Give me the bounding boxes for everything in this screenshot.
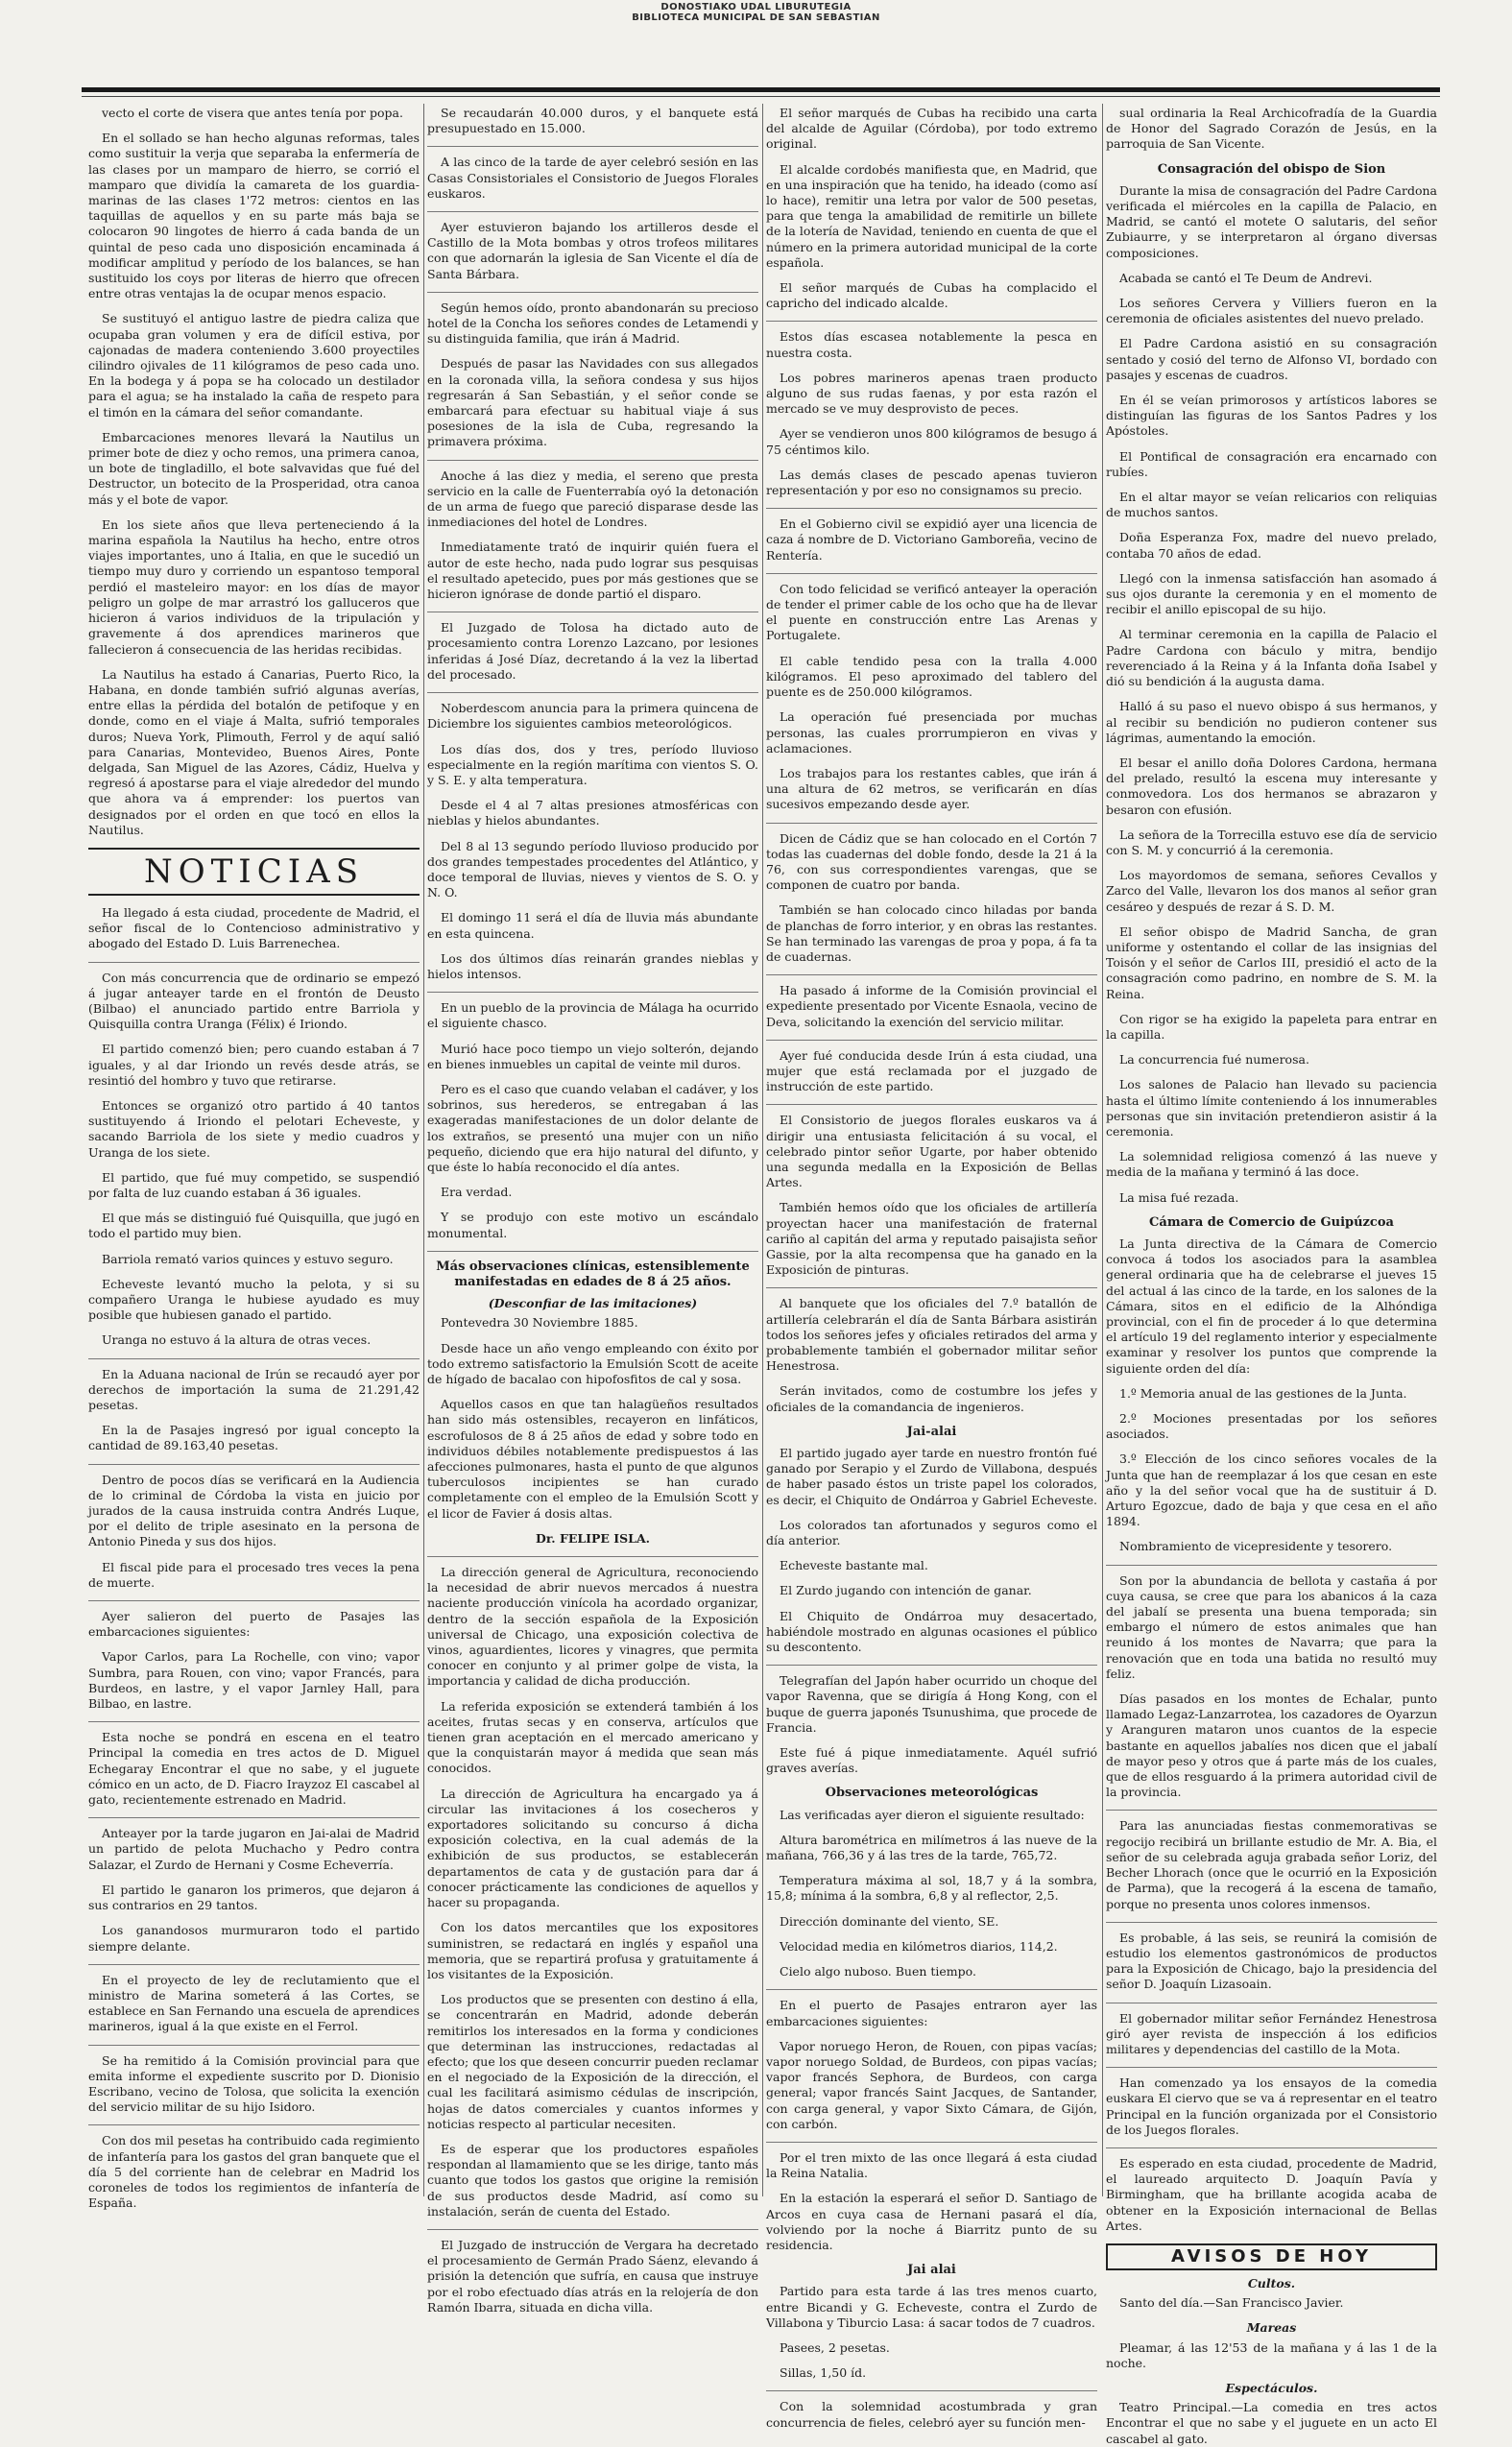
separator — [88, 1721, 420, 1722]
news-item: El Padre Cardona asistió en su consagración sentado y cosió del terno de Alfonso VI, bordado con pasajes y escenas de cuadros. — [1106, 336, 1437, 382]
news-item: La concurrencia fué numerosa. — [1119, 1052, 1309, 1068]
separator — [766, 2390, 1097, 2391]
news-item: Dicen de Cádiz que se han colocado en el Cortón 7 todas las cuadernas del doble fondo, desde la 21 á la 76, con sus correspondientes varengas, que se componen de cuatro por banda. — [766, 830, 1097, 893]
news-item: Es esperado en esta ciudad, procedente de Madrid, el laureado arquitecto D. Joaquín Pavía y Birmingham, que ha brillante acogida acaba de obtener en la Exposición internacional de Bellas Artes. — [1106, 2155, 1437, 2233]
separator — [427, 1556, 758, 1557]
news-item: Los dos últimos días reinarán grandes nieblas y hielos intensos. — [427, 950, 758, 981]
separator — [766, 1040, 1097, 1041]
news-item: Ayer salieron del puerto de Pasajes las embarcaciones siguientes: — [88, 1609, 420, 1640]
news-item: 2.º Mociones presentadas por los señores asociados. — [1106, 1411, 1437, 1442]
news-item: El besar el anillo doña Dolores Cardona, hermana del prelado, resultó la escena muy interesante y conmovedora. Los dos hermanos se abrazaron y besaron con efusión. — [1106, 755, 1437, 817]
news-item: Desde el 4 al 7 altas presiones atmosféricas con nieblas y hielos abundantes. — [427, 798, 758, 828]
news-item: El que más se distinguió fué Quisquilla, que jugó en todo el partido muy bien. — [88, 1211, 420, 1241]
separator — [1106, 2067, 1437, 2068]
news-item: El domingo 11 será el día de lluvia más abundante en esta quincena. — [427, 910, 758, 941]
advert-paragraph: Aquellos casos en que tan halagüeños resultados han sido más ostensibles, recayeron en linfáticos, escrofulosos de 8 á 25 años de edad y sobre todo en individuos débiles notablemente predispuestos á las afecciones pulmonares, hasta el punto de que algunos tuberculosos incipientes se han curado completamente con el empleo de la Emulsión Scott y el licor de Favier á dosis altas. — [427, 1397, 758, 1521]
separator — [766, 508, 1097, 509]
news-item: Doña Esperanza Fox, madre del nuevo prelado, contaba 70 años de edad. — [1106, 530, 1437, 561]
subheading-mareas: Mareas — [1246, 2320, 1297, 2336]
separator — [427, 692, 758, 693]
news-item: Del 8 al 13 segundo período lluvioso producido por dos grandes tempestades procedentes del Atlántico, y doce temporal de lluvias, nieves y vientos de S. O. y N. O. — [427, 838, 758, 900]
news-item: El Zurdo jugando con intención de ganar. — [780, 1583, 1032, 1598]
news-item: Al banquete que los oficiales del 7.º batallón de artillería celebrarán el día de Santa Bárbara asistirán todos los señores jefes y oficiales retirados del arma y probablemente también el gobernador militar señor Henestrosa. — [766, 1296, 1097, 1374]
news-item: El fiscal pide para el procesado tres veces la pena de muerte. — [88, 1559, 420, 1590]
column-divider — [1102, 104, 1103, 2196]
advert-signature: Dr. FELIPE ISLA. — [535, 1530, 650, 1546]
separator — [766, 1989, 1097, 1990]
news-item: Llegó con la inmensa satisfacción han asomado á sus ojos durante la ceremonia y en el momento de recibir el anillo episcopal de su hijo. — [1106, 570, 1437, 617]
separator — [766, 2142, 1097, 2143]
news-item: Teatro Principal.—La comedia en tres actos Encontrar el que no sabe y el juguete en un acto El cascabel al gato. — [1106, 2400, 1437, 2446]
article-paragraph: Embarcaciones menores llevará la Nautilus un primer bote de diez y ocho remos, una primera canoa, un bote de tingladillo, el bote salvavidas que fué del Destructor, un botecito de la Prosperidad, otra canoa más y el bote de vapor. — [88, 429, 420, 507]
news-item: En la Aduana nacional de Irún se recaudó ayer por derechos de importación la suma de 21.291,42 pesetas. — [88, 1366, 420, 1413]
news-item: Dentro de pocos días se verificará en la Audiencia de lo criminal de Córdoba la vista en juicio por jurados de la causa instruida contra Andrés Luque, por el delito de triple asesinato en la persona de Antonio Pineda y sus dos hijos. — [88, 1472, 420, 1549]
news-item: Murió hace poco tiempo un viejo solterón, dejando en bienes inmuebles un capital de veinte mil duros. — [427, 1041, 758, 1071]
news-item: Anoche á las diez y media, el sereno que presta servicio en la calle de Fuenterrabía oyó la detonación de un arma de fuego que pareció disparase desde las inmediaciones del hotel de Londres. — [427, 468, 758, 530]
separator — [427, 2229, 758, 2230]
separator — [88, 1600, 420, 1601]
news-item: Ayer fué conducida desde Irún á esta ciudad, una mujer que está reclamada por el juzgado de instrucción de este partido. — [766, 1047, 1097, 1094]
separator — [1106, 1922, 1437, 1923]
news-item: Ayer estuvieron bajando los artilleros desde el Castillo de la Mota bombas y otros trofeos militares con que adornarán la iglesia de San Vicente el día de Santa Bárbara. — [427, 220, 758, 281]
news-item: Altura barométrica en milímetros á las nueve de la mañana, 766,36 y á las tres de la tarde, 765,72. — [766, 1832, 1097, 1863]
column-1 — [88, 106, 420, 2211]
news-item: Los señores Cervera y Villiers fueron en la ceremonia de oficiales asistentes del nuevo prelado. — [1106, 296, 1437, 326]
news-item: El señor obispo de Madrid Sancha, de gran uniforme y ostentando el collar de las insignias del Toisón y el señor de Carlos III, presidió el acto de la consagración como padrino, en nombre de S. M. la Reina. — [1106, 924, 1437, 1001]
news-item: Con todo felicidad se verificó anteayer la operación de tender el primer cable de los ocho que ha de llevar el puente en construcción entre Las Arenas y Portugalete. — [766, 581, 1097, 643]
subheading-cultos: Cultos. — [1247, 2275, 1296, 2291]
separator — [427, 460, 758, 461]
article-paragraph: La Nautilus ha estado á Canarias, Puerto Rico, la Habana, en donde también sufrió algunas averías, entre ellas la pérdida del botalón de petifoque y en donde, como en el viaje á Malta, sufrió temporales duros; Nueva York, Plimouth, Ferrol y de aquí salió para Canarias, Montevideo, Buenos Aires, Ponte delgada, San Miguel de las Azores, Cádiz, Huelva y regresó á apostarse para el viaje alrededor del mundo que ahora va á emprender: los puertos van designados por el orden en que tocó en ellos la Nautilus. — [88, 666, 420, 837]
separator — [766, 1104, 1097, 1105]
article-paragraph: Se sustituyó el antiguo lastre de piedra caliza que ocupaba gran volumen y era de difícil estiva, por cajonadas de madera conteniendo 3.600 proyectiles cilindro ojivales de 11 kilógramos de peso cada uno. En la bodega y á popa se ha colocado un destilador para el agua; se ha instalado la caña de respeto para el timón en la cámara del señor comandante. — [88, 311, 420, 420]
news-item: Después de pasar las Navidades con sus allegados en la coronada villa, la señora condesa y sus hijos regresarán á San Sebastián, y el señor conde se embarcará para efectuar su habitual viaje á sus posesiones de la isla de Cuba, regresando la primavera próxima. — [427, 356, 758, 449]
news-item: Partido para esta tarde á las tres menos cuarto, entre Bicandi y G. Echeveste, contra el Zurdo de Villabona y Tiburcio Lasa: á sacar todos de 7 cuadros. — [766, 2284, 1097, 2330]
news-item: En el proyecto de ley de reclutamiento que el ministro de Marina someterá á las Cortes, se establece en San Fernando una escuela de aprendices marineros, igual á la que existe en el Ferrol. — [88, 1972, 420, 2034]
news-item: La dirección de Agricultura ha encargado ya á circular las invitaciones á los cosecheros y exportadores solicitando su concurso á dicha exposición colectiva, en la cual además de la exhibición de sus productos, se establecerán departamentos de cata y de gustación para dar á conocer prácticamente las condiciones de aquellos y hacer su propaganda. — [427, 1786, 758, 1910]
news-item: Echeveste levantó mucho la pelota, y si su compañero Uranga le hubiese ayudado es muy posible que hubiesen ganado el partido. — [88, 1276, 420, 1323]
news-item: La operación fué presenciada por muchas personas, las cuales prorrumpieron en vivas y aclamaciones. — [766, 709, 1097, 756]
news-item: Ha llegado á esta ciudad, procedente de Madrid, el señor fiscal de lo Contencioso administrativo y abogado del Estado D. Luis Barrenechea. — [88, 904, 420, 951]
news-item: En la de Pasajes ingresó por igual concepto la cantidad de 89.163,40 pesetas. — [88, 1423, 420, 1453]
news-item: Esta noche se pondrá en escena en el teatro Principal la comedia en tres actos de D. Miguel Echegaray Encontrar el que no sabe, y el juguete cómico en un acto, de D. Fiacro Irayzoz El cascabel al gato, recientemente estrenado en Madrid. — [88, 1730, 420, 1808]
separator — [88, 2124, 420, 2125]
column-3 — [766, 106, 1097, 2430]
news-item: El partido le ganaron los primeros, que dejaron á sus contrarios en 29 tantos. — [88, 1882, 420, 1913]
news-item: Con rigor se ha exigido la papeleta para entrar en la capilla. — [1106, 1011, 1437, 1042]
news-item: Es probable, á las seis, se reunirá la comisión de estudio los elementos gastronómicos de productos para la Exposición de Chicago, bajo la presidencia del señor D. Joaquín Lizasoain. — [1106, 1930, 1437, 1992]
news-item: Se ha remitido á la Comisión provincial para que emita informe el expediente suscrito por D. Dionisio Escribano, vecino de Tolosa, que solicita la exención del servicio militar de su hijo Isidoro. — [88, 2052, 420, 2115]
separator — [88, 2045, 420, 2046]
separator — [1106, 1810, 1437, 1811]
news-item: En la estación la esperará el señor D. Santiago de Arcos en cuya casa de Hernani pasará el día, volviendo por la noche á Biarritz punto de su residencia. — [766, 2191, 1097, 2252]
news-item: Con los datos mercantiles que los expositores suministren, se redactará en inglés y español una memoria, que se repartirá profusa y gratuitamente á los visitantes de la Exposición. — [427, 1920, 758, 1981]
news-item: El partido comenzó bien; pero cuando estaban á 7 iguales, y al dar Iriondo un revés desde atrás, se resintió del hombro y tuvo que retirarse. — [88, 1042, 420, 1088]
news-item: El Consistorio de juegos florales euskaros va á dirigir una entusiasta felicitación á su vocal, el celebrado pintor señor Ugarte, por haber obtenido una segunda medalla en la Exposición de Bellas Artes. — [766, 1113, 1097, 1190]
news-item: También se han colocado cinco hiladas por banda de planchas de forro interior, y en obras las restantes. Se han terminado las varengas de proa y popa, á fa ta de cuadernas. — [766, 902, 1097, 964]
news-item: Echeveste bastante mal. — [780, 1558, 928, 1573]
news-item: En él se veían primorosos y artísticos labores se distinguían las figuras de los Santos Padres y los Apóstoles. — [1106, 393, 1437, 439]
news-item: Vapor noruego Heron, de Rouen, con pipas vacías; vapor noruego Soldad, de Burdeos, con pipas vacías; vapor francés Sephora, de Burdeos, con carga general; vapor francés Saint Jacques, de Santander, con carga general, y vapor Sixto Cámara, de Gijón, con carbón. — [766, 2038, 1097, 2131]
news-item: En el Gobierno civil se expidió ayer una licencia de caza á nombre de D. Victoriano Gamboreña, vecino de Rentería. — [766, 516, 1097, 563]
news-item: Era verdad. — [441, 1185, 513, 1200]
subheading-espectaculos: Espectáculos. — [1225, 2380, 1318, 2395]
news-item: La Junta directiva de la Cámara de Comercio convoca á todos los asociados para la asamblea general ordinaria que ha de celebrarse el jueves 15 del actual á las cinco de la tarde, en los salones de la Cámara, sitos en el edificio de la Alhóndiga provincial, con el fin de proceder á lo que determina el artículo 19 del reglamento interior y especialmente examinar y resolver los puntos que comprende la siguiente orden del día: — [1106, 1235, 1437, 1376]
news-item: El Pontifical de consagración era encarnado con rubíes. — [1106, 448, 1437, 479]
news-item: sual ordinaria la Real Archicofradía de la Guardia de Honor del Sagrado Corazón de Jesús, en la parroquia de San Vicente. — [1106, 106, 1437, 152]
news-item: Anteayer por la tarde jugaron en Jai-alai de Madrid un partido de pelota Muchacho y Pedro contra Salazar, el Zurdo de Hernani y Cosme Echeverría. — [88, 1826, 420, 1872]
news-item: Los ganandosos murmuraron todo el partido siempre delante. — [88, 1923, 420, 1954]
section-title-jai-alai-2: Jai alai — [907, 2263, 956, 2278]
news-item: 3.º Elección de los cinco señores vocales de la Junta que han de reemplazar á los que cesan en este año y la del señor vocal que ha de sustituir á D. Arturo Egozcue, dado de baja y que cesa en el año 1894. — [1106, 1451, 1437, 1529]
news-item: Las demás clases de pescado apenas tuvieron representación y por eso no consignamos su precio. — [766, 467, 1097, 498]
news-item: La referida exposición se extenderá también á los aceites, frutas secas y en conserva, artículos que tienen gran aceptación en el mercado americano y que la conquistarán mayor á medida que sean más conocidos. — [427, 1698, 758, 1776]
separator — [427, 211, 758, 212]
news-item: En el puerto de Pasajes entraron ayer las embarcaciones siguientes: — [766, 1998, 1097, 2028]
separator — [1106, 1565, 1437, 1566]
header-rule-thin — [82, 96, 1440, 97]
news-item: Son por la abundancia de bellota y castaña á por cuya causa, se cree que para los abanicos á la caza del jabalí se presenta una buena temporada; sin embargo el número de estos animales que han reunido á los montes de Navarra; que para la renovación que en toda una batida no resultó muy feliz. — [1106, 1572, 1437, 1681]
news-item: Serán invitados, como de costumbre los jefes y oficiales de la comandancia de ingenieros. — [766, 1383, 1097, 1414]
news-item: Los colorados tan afortunados y seguros como el día anterior. — [766, 1517, 1097, 1548]
advert-place: Pontevedra 30 Noviembre 1885. — [441, 1315, 638, 1331]
news-item: El Juzgado de Tolosa ha dictado auto de procesamiento contra Lorenzo Lazcano, por lesiones inferidas á José Díaz, decretando á la vez la libertad del procesado. — [427, 620, 758, 682]
separator — [88, 1817, 420, 1818]
news-item: Barriola remató varios quinces y estuvo seguro. — [102, 1251, 394, 1266]
news-item: Se recaudarán 40.000 duros, y el banquete está presupuestado en 15.000. — [427, 106, 758, 136]
news-item: El partido jugado ayer tarde en nuestro frontón fué ganado por Serapio y el Zurdo de Villabona, después de haber pasado éstos un triste papel los colorados, es decir, el Chiquito de Ondárroa y Gabriel Echeveste. — [766, 1446, 1097, 1507]
news-item: El cable tendido pesa con la tralla 4.000 kilógramos. El peso aproximado del tablero del puente es de 250.000 kilógramos. — [766, 653, 1097, 700]
column-divider — [762, 104, 763, 2196]
column-2 — [427, 106, 758, 2315]
news-item: Para las anunciadas fiestas conmemorativas se regocijo recibirá un brillante estudio de Mr. A. Bia, el señor de su celebrada aguja grabada señor Loriz, del Becher Lhorach (once que le ocurrió en la Exposición de Parma), que la recogerá á la escena de tamaño, porque no presenta unos colores inmensos. — [1106, 1818, 1437, 1911]
news-item: Pleamar, á las 12'53 de la mañana y á las 1 de la noche. — [1106, 2339, 1437, 2370]
article-paragraph: vecto el corte de visera que antes tenía por popa. — [102, 106, 403, 120]
news-item: La señora de la Torrecilla estuvo ese día de servicio con S. M. y concurrió á la ceremonia. — [1106, 827, 1437, 857]
section-title-chamber: Cámara de Comercio de Guipúzcoa — [1149, 1214, 1394, 1230]
separator — [1106, 2147, 1437, 2148]
news-item: Con la solemnidad acostumbrada y gran concurrencia de fieles, celebró ayer su función men- — [766, 2399, 1097, 2430]
news-item: Santo del día.—San Francisco Javier. — [1119, 2295, 1344, 2311]
section-heading-noticias: NOTICIAS — [88, 848, 420, 896]
separator — [427, 992, 758, 993]
news-item: Según hemos oído, pronto abandonarán su precioso hotel de la Concha los señores condes de Letamendi y su distinguida familia, que irán á Madrid. — [427, 300, 758, 347]
news-item: Los días dos, dos y tres, período lluvioso especialmente en la región marítima con vientos S. O. y S. E. y alta temperatura. — [427, 741, 758, 787]
news-item: El señor marqués de Cubas ha complacido el capricho del indicado alcalde. — [766, 280, 1097, 311]
news-item: El Juzgado de instrucción de Vergara ha decretado el procesamiento de Germán Prado Sáenz, elevando á prisión la detención que sufría, en causa que instruye por el robo efectuado días atrás en la relojería de don Ramón Ibarra, situada en dicha villa. — [427, 2237, 758, 2315]
column-divider — [423, 104, 424, 2196]
header-rule — [82, 87, 1440, 92]
news-item: Con dos mil pesetas ha contribuido cada regimiento de infantería para los gastos del gran banquete que el día 5 del corriente han de celebrar en Madrid los coroneles de todos los regimientos de infantería de España. — [88, 2133, 420, 2211]
news-item: Han comenzado ya los ensayos de la comedia euskara El ciervo que se va á representar en el teatro Principal en la función organizada por el Consistorio de los Juegos florales. — [1106, 2075, 1437, 2137]
news-item: Este fué á pique inmediatamente. Aquél sufrió graves averías. — [766, 1745, 1097, 1776]
news-item: Uranga no estuvo á la altura de otras veces. — [102, 1332, 372, 1348]
news-item: Los pobres marineros apenas traen producto alguno de sus rudas faenas, y por esta razón el mercado se ve muy desprovisto de peces. — [766, 370, 1097, 417]
news-item: Nombramiento de vicepresidente y tesorero. — [1119, 1539, 1393, 1554]
news-item: El señor marqués de Cubas ha recibido una carta del alcalde de Aguilar (Córdoba), por todo extremo original. — [766, 106, 1097, 152]
archive-stamp — [0, 2, 1512, 23]
news-item: La dirección general de Agricultura, reconociendo la necesidad de abrir nuevos mercados á nuestra naciente producción vinícola ha acordado organizar, dentro de la sección española de la Exposición universal de Chicago, una exposición colectiva de vinos, aguardientes, licores y vinagres, que permita conocer en conjunto y al primer golpe de vista, la importancia y calidad de dicha producción. — [427, 1565, 758, 1689]
separator — [88, 1358, 420, 1359]
news-item: El gobernador militar señor Fernández Henestrosa giró ayer revista de inspección á los edificios militares y dependencias del castillo de la Mota. — [1106, 2010, 1437, 2056]
news-item: Por el tren mixto de las once llegará á esta ciudad la Reina Natalia. — [766, 2149, 1097, 2181]
news-item: La solemnidad religiosa comenzó á las nueve y media de la mañana y terminó á las doce. — [1106, 1149, 1437, 1180]
news-item: En el altar mayor se veían relicarios con reliquias de muchos santos. — [1106, 490, 1437, 520]
separator — [766, 823, 1097, 824]
news-item: 1.º Memoria anual de las gestiones de la Junta. — [1119, 1385, 1407, 1401]
news-item: Temperatura máxima al sol, 18,7 y á la sombra, 15,8; mínima á la sombra, 6,8 y al reflector, 2,5. — [766, 1873, 1097, 1904]
separator — [766, 1287, 1097, 1288]
news-item: Ayer se vendieron unos 800 kilógramos de besugo á 75 céntimos kilo. — [766, 426, 1097, 457]
separator — [427, 146, 758, 147]
section-title-consecration: Consagración del obispo de Sion — [1157, 161, 1386, 177]
news-item: Al terminar ceremonia en la capilla de Palacio el Padre Cardona con báculo y mitra, bendijo reverenciado á la Reina y á la Infanta doña Isabel y dió su bendición á la augusta dama. — [1106, 627, 1437, 689]
separator — [88, 1964, 420, 1965]
news-item: El Chiquito de Ondárroa muy desacertado, habiéndole mostrado en algunas ocasiones el público su descontento. — [766, 1608, 1097, 1655]
news-item: Cielo algo nuboso. Buen tiempo. — [780, 1964, 976, 1979]
separator — [427, 1251, 758, 1252]
archive-stamp-line2: BIBLIOTECA MUNICIPAL DE SAN SEBASTIAN — [632, 12, 880, 23]
news-item: El partido, que fué muy competido, se suspendió por falta de luz cuando estaban á 36 iguales. — [88, 1169, 420, 1200]
news-item: Velocidad media en kilómetros diarios, 114,2. — [780, 1938, 1058, 1954]
news-item: Dirección dominante del viento, SE. — [780, 1913, 999, 1929]
news-item: Estos días escasea notablemente la pesca en nuestra costa. — [766, 329, 1097, 360]
archive-stamp-line1: DONOSTIAKO UDAL LIBURUTEGIA — [660, 2, 852, 12]
news-item: Pasees, 2 pesetas. — [780, 2339, 890, 2355]
separator — [88, 1464, 420, 1465]
news-item: Con más concurrencia que de ordinario se empezó á jugar anteayer tarde en el frontón de Deusto (Bilbao) el anunciado partido entre Barriola y Quisquilla contra Uranga (Félix) é Iriondo. — [88, 970, 420, 1032]
advert-subtitle: (Desconfiar de las imitaciones) — [488, 1296, 698, 1311]
column-4 — [1106, 106, 1437, 2446]
advert-title: Más observaciones clínicas, estensiblemente manifestadas en edades de 8 á 25 años. — [436, 1259, 750, 1289]
separator — [766, 1665, 1097, 1666]
section-title-jai-alai: Jai-alai — [906, 1424, 957, 1439]
news-item: Días pasados en los montes de Echalar, punto llamado Legaz-Lanzarrotea, los cazadores de Oyarzun y Aranguren mataron unos cuantos de la especie bastante en aquellos jabalíes nos dicen que el jabalí de mayor peso y otros que á parte más de los cuales, que de ellos resguardo á la primera autoridad civil de la provincia. — [1106, 1691, 1437, 1800]
news-item: Sillas, 1,50 íd. — [780, 2365, 867, 2381]
news-item: Las verificadas ayer dieron el siguiente resultado: — [780, 1807, 1085, 1822]
news-item: Acabada se cantó el Te Deum de Andrevi. — [1119, 270, 1373, 285]
news-item: El alcalde cordobés manifiesta que, en Madrid, que en una inspiración que ha tenido, ha ideado (como así lo hace), remitir una letra por valor de 500 pesetas, para que tenga la amabilidad de remitirle un billete de la lotería de Navidad, teniendo en cuenta de que el número en la primera autoridad municipal de la corte española. — [766, 161, 1097, 270]
news-item: Telegrafían del Japón haber ocurrido un choque del vapor Ravenna, que se dirigía á Hong Kong, con el buque de guerra japonés Tsunushima, que procede de Francia. — [766, 1673, 1097, 1735]
news-item: Entonces se organizó otro partido á 40 tantos sustituyendo á Iriondo el pelotari Echeveste, y sacando Barriola de los siete y medio cuadros y Uranga de los siete. — [88, 1097, 420, 1160]
news-item: Es de esperar que los productores españoles respondan al llamamiento que se les dirige, tanto más cuanto que todos los gastos que origine la remisión de sus productos desde Madrid, así como su instalación, serán de cuenta del Estado. — [427, 2141, 758, 2219]
news-item: Y se produjo con este motivo un escándalo monumental. — [427, 1210, 758, 1240]
news-item: A las cinco de la tarde de ayer celebró sesión en las Casas Consistoriales el Consistorio de Juegos Florales euskaros. — [427, 155, 758, 201]
separator — [766, 573, 1097, 574]
news-item: Los mayordomos de semana, señores Cevallos y Zarco del Valle, llevaron los dos manos al señor gran cesáreo y después de rezar á S. D. M. — [1106, 868, 1437, 914]
separator — [766, 321, 1097, 322]
advert-paragraph: Desde hace un año vengo empleando con éxito por todo extremo satisfactorio la Emulsión Scott de aceite de hígado de bacalao con hipofosfitos de cal y sosa. — [427, 1340, 758, 1386]
news-item: Ha pasado á informe de la Comisión provincial el expediente presentado por Vicente Esnaola, vecino de Deva, solicitando la exención del servicio militar. — [766, 983, 1097, 1029]
article-paragraph: En el sollado se han hecho algunas reformas, tales como sustituir la verja que separaba la enfermería de las clases por un mamparo de hierro, se corrió el mamparo que dividía la camareta de los guardia-marinas de las clases 1'72 metros: cientos en las taquillas de aquellos y en su parte más baja se colocaron 90 lingotes de hierro á cada banda de un quintal de peso cada uno disposición encaminada á modificar amplitud y período de los balances, se han sustituido los coys por literas de hierro que ofrecen entre otras ventajas la de ocupar menos espacio. — [88, 131, 420, 301]
news-item: Los trabajos para los restantes cables, que irán á una altura de 62 metros, se verificarán en días sucesivos empezando desde ayer. — [766, 765, 1097, 812]
article-paragraph: En los siete años que lleva perteneciendo á la marina española la Nautilus ha hecho, entre otros viajes importantes, uno á Italia, en que le sucedió un tiempo muy duro y corriendo un espantoso temporal perdió el masteleiro mayor: en los días de mayor peligro un golpe de mar arrastró los galluceros que hicieron á varios individuos de la tripulación y gravemente á dos aprendices marineros que fallecieron á consecuencia de las heridas recibidas. — [88, 516, 420, 657]
news-item: Noberdescom anuncia para la primera quincena de Diciembre los siguientes cambios meteorológicos. — [427, 701, 758, 732]
section-title-weather: Observaciones meteorológicas — [825, 1786, 1039, 1801]
news-item: Inmediatamente trató de inquirir quién fuera el autor de este hecho, nada pudo lograr sus pesquisas el resultado apetecido, pues por más gestiones que se hicieron ignórase de donde partió el disparo. — [427, 540, 758, 602]
news-item: Durante la misa de consagración del Padre Cardona verificada el miércoles en la capilla de Palacio, en Madrid, se cantó el motete O salutaris, del señor Zubiaurre, y se interpretaron al órgano diversas composiciones. — [1106, 182, 1437, 260]
news-item: También hemos oído que los oficiales de artillería proyectan hacer una manifestación de fraternal cariño al capitán del arma y reputado paisajista señor Gassie, por la alta recompensa que ha ganado en la Exposición de pinturas. — [766, 1200, 1097, 1278]
news-item: Los salones de Palacio han llevado su paciencia hasta el último límite conteniendo á los innumerables personas que sin invitación pretendieron asistir á la ceremonia. — [1106, 1077, 1437, 1139]
news-item: La misa fué rezada. — [1119, 1189, 1239, 1205]
news-item: Halló á su paso el nuevo obispo á sus hermanos, y al recibir su bendición no pudieron contener sus lágrimas, aumentando la emoción. — [1106, 699, 1437, 745]
separator — [766, 974, 1097, 975]
news-item: Vapor Carlos, para La Rochelle, con vino; vapor Sumbra, para Rouen, con vino; vapor Francés, para Burdeos, en lastre, y el vapor Jarnley Hall, para Bilbao, en lastre. — [88, 1649, 420, 1712]
section-heading-avisos: AVISOS DE HOY — [1106, 2243, 1437, 2270]
news-item: En un pueblo de la provincia de Málaga ha ocurrido el siguiente chasco. — [427, 1000, 758, 1031]
separator — [427, 292, 758, 293]
news-item: Pero es el caso que cuando velaban el cadáver, y los sobrinos, sus herederos, se entregaban á las exageradas manifestaciones de un dolor delante de los extraños, se presentó una mujer con un niño pequeño, diciendo que era hijo natural del difunto, y que éste lo había reconocido el día antes. — [427, 1081, 758, 1174]
news-item: Los productos que se presenten con destino á ella, se concentrarán en Madrid, adonde deberán remitirlos los interesados en la forma y condiciones que determinan las instrucciones, redactadas al efecto; que los que deseen concurrir pueden reclamar en el negociado de la Exposición de la dirección, el cual les facilitará asimismo cédulas de inscripción, hojas de datos comerciales y cuantos informes y noticias respecto al particular necesiten. — [427, 1992, 758, 2131]
separator — [88, 962, 420, 963]
